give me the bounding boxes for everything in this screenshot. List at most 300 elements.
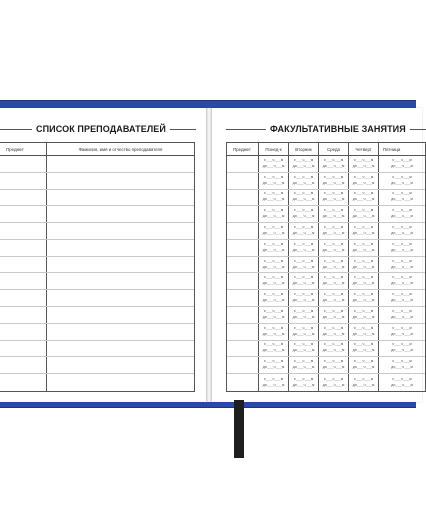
time-to-label: до___ч___м [292, 215, 315, 220]
time-from-label: с___ч___м [293, 309, 314, 314]
teacher-name-cell[interactable] [47, 273, 194, 289]
time-to-label: до___ч___м [391, 265, 413, 270]
table-row [227, 307, 425, 324]
table-row [0, 374, 194, 391]
time-to-label: до___ч___м [322, 265, 345, 270]
time-from-label: с___ч___м [353, 192, 374, 197]
subject-cell[interactable] [227, 357, 259, 373]
subject-cell[interactable] [227, 206, 259, 222]
tuesday-cell[interactable] [289, 190, 319, 206]
subject-cell[interactable] [0, 240, 47, 256]
time-to-label: до___ч___м [352, 366, 375, 371]
monday-cell[interactable] [259, 324, 289, 340]
time-to-label: до___ч___м [292, 164, 315, 169]
time-from-label: с___ч___м [263, 226, 284, 231]
teacher-name-cell[interactable] [47, 307, 194, 323]
time-to-label: до___ч___м [292, 232, 315, 237]
electives-table [226, 142, 426, 392]
time-from-label: с___ч___м [293, 259, 314, 264]
thursday-cell[interactable] [349, 240, 379, 256]
teachers-table [0, 142, 195, 392]
subject-cell[interactable] [0, 273, 47, 289]
time-to-label: до___ч___м [292, 299, 315, 304]
left-page-title: СПИСОК ПРЕПОДАВАТЕЛЕЙ [36, 124, 166, 134]
time-to-label: до___ч___м [322, 366, 345, 371]
wednesday-cell[interactable] [319, 290, 349, 306]
time-to-label: до___ч___м [391, 232, 413, 237]
time-from-label: с___ч___м [353, 276, 374, 281]
wednesday-cell[interactable] [319, 240, 349, 256]
time-from-label: с___ч___м [392, 192, 412, 197]
table-row [0, 223, 194, 240]
wednesday-cell[interactable] [319, 190, 349, 206]
time-to-label: до___ч___м [262, 299, 285, 304]
time-from-label: с___ч___м [263, 343, 284, 348]
time-to-label: до___ч___м [352, 282, 375, 287]
header-wednesday [319, 143, 349, 155]
friday-cell[interactable] [379, 190, 425, 206]
time-from-label: с___ч___м [353, 242, 374, 247]
time-to-label: до___ч___м [262, 332, 285, 337]
time-from-label: с___ч___м [392, 226, 412, 231]
time-to-label: до___ч___м [352, 181, 375, 186]
thursday-cell[interactable] [349, 341, 379, 357]
time-to-label: до___ч___м [262, 232, 285, 237]
subject-cell[interactable] [227, 273, 259, 289]
time-from-label: с___ч___м [323, 192, 344, 197]
wednesday-cell[interactable] [319, 374, 349, 391]
subject-cell[interactable] [227, 173, 259, 189]
subject-cell[interactable] [0, 173, 47, 189]
monday-cell[interactable] [259, 290, 289, 306]
tuesday-cell[interactable] [289, 307, 319, 323]
time-from-label: с___ч___м [263, 242, 284, 247]
table-row [227, 156, 425, 173]
time-to-label: до___ч___м [292, 332, 315, 337]
time-to-label: до___ч___м [391, 282, 413, 287]
header-friday [379, 143, 425, 155]
teacher-name-cell[interactable] [47, 341, 194, 357]
time-from-label: с___ч___м [293, 343, 314, 348]
table-row [227, 190, 425, 207]
time-to-label: до___ч___м [292, 366, 315, 371]
tuesday-cell[interactable] [289, 240, 319, 256]
time-from-label: с___ч___м [392, 343, 412, 348]
time-from-label: с___ч___м [323, 226, 344, 231]
time-to-label: до___ч___м [322, 164, 345, 169]
thursday-cell[interactable] [349, 290, 379, 306]
right-title-row [226, 122, 426, 136]
time-from-label: с___ч___м [263, 175, 284, 180]
time-from-label: с___ч___м [392, 276, 412, 281]
time-from-label: с___ч___м [323, 209, 344, 214]
monday-cell[interactable] [259, 190, 289, 206]
time-to-label: до___ч___м [391, 248, 413, 253]
monday-cell[interactable] [259, 307, 289, 323]
time-to-label: до___ч___м [292, 383, 315, 388]
time-to-label: до___ч___м [352, 232, 375, 237]
subject-cell[interactable] [0, 290, 47, 306]
table-row [227, 173, 425, 190]
subject-cell[interactable] [0, 257, 47, 273]
friday-cell[interactable] [379, 206, 425, 222]
time-from-label: с___ч___м [392, 360, 412, 365]
table-row [0, 156, 194, 173]
time-to-label: до___ч___м [292, 282, 315, 287]
friday-cell[interactable] [379, 290, 425, 306]
thursday-cell[interactable] [349, 156, 379, 172]
wednesday-cell[interactable] [319, 273, 349, 289]
time-to-label: до___ч___м [322, 181, 345, 186]
wednesday-cell[interactable] [319, 357, 349, 373]
time-to-label: до___ч___м [391, 349, 413, 354]
friday-cell[interactable] [379, 374, 425, 391]
teacher-name-cell[interactable] [47, 290, 194, 306]
time-to-label: до___ч___м [352, 215, 375, 220]
header-monday-label: Понед-к [265, 146, 282, 152]
time-to-label: до___ч___м [391, 383, 413, 388]
thursday-cell[interactable] [349, 324, 379, 340]
time-to-label: до___ч___м [352, 198, 375, 203]
header-wednesday-label: Среда [327, 146, 340, 152]
subject-cell[interactable] [227, 257, 259, 273]
tuesday-cell[interactable] [289, 374, 319, 391]
monday-cell[interactable] [259, 341, 289, 357]
right-page [212, 108, 422, 402]
thursday-cell[interactable] [349, 374, 379, 391]
table-row [227, 357, 425, 374]
time-to-label: до___ч___м [292, 349, 315, 354]
tuesday-cell[interactable] [289, 341, 319, 357]
time-to-label: до___ч___м [262, 265, 285, 270]
time-from-label: с___ч___м [323, 326, 344, 331]
teacher-name-cell[interactable] [47, 190, 194, 206]
table-row [0, 173, 194, 190]
time-from-label: с___ч___м [353, 259, 374, 264]
header-subject [227, 143, 259, 155]
time-from-label: с___ч___м [353, 158, 374, 163]
time-from-label: с___ч___м [392, 309, 412, 314]
table-row [0, 290, 194, 307]
wednesday-cell[interactable] [319, 156, 349, 172]
time-to-label: до___ч___м [322, 332, 345, 337]
teacher-name-cell[interactable] [47, 257, 194, 273]
time-from-label: с___ч___м [353, 175, 374, 180]
subject-cell[interactable] [227, 307, 259, 323]
time-from-label: с___ч___м [353, 377, 374, 382]
friday-cell[interactable] [379, 341, 425, 357]
time-from-label: с___ч___м [353, 360, 374, 365]
time-from-label: с___ч___м [293, 226, 314, 231]
time-to-label: до___ч___м [292, 315, 315, 320]
subject-cell[interactable] [227, 341, 259, 357]
header-thursday-label: Четверг [355, 146, 372, 152]
time-to-label: до___ч___м [352, 248, 375, 253]
time-from-label: с___ч___м [293, 242, 314, 247]
time-from-label: с___ч___м [263, 360, 284, 365]
subject-cell[interactable] [0, 324, 47, 340]
time-to-label: до___ч___м [262, 248, 285, 253]
time-to-label: до___ч___м [352, 349, 375, 354]
time-from-label: с___ч___м [293, 360, 314, 365]
table-row [227, 341, 425, 358]
friday-cell[interactable] [379, 173, 425, 189]
monday-cell[interactable] [259, 357, 289, 373]
monday-cell[interactable] [259, 374, 289, 391]
friday-cell[interactable] [379, 307, 425, 323]
time-to-label: до___ч___м [262, 164, 285, 169]
time-to-label: до___ч___м [322, 383, 345, 388]
time-to-label: до___ч___м [391, 332, 413, 337]
subject-cell[interactable] [227, 190, 259, 206]
header-tuesday-label: Вторник [295, 146, 312, 152]
electives-table-body [227, 156, 425, 391]
time-from-label: с___ч___м [323, 158, 344, 163]
time-from-label: с___ч___м [353, 293, 374, 298]
tuesday-cell[interactable] [289, 156, 319, 172]
thursday-cell[interactable] [349, 273, 379, 289]
monday-cell[interactable] [259, 273, 289, 289]
monday-cell[interactable] [259, 223, 289, 239]
time-from-label: с___ч___м [263, 309, 284, 314]
subject-cell[interactable] [227, 374, 259, 391]
time-from-label: с___ч___м [392, 326, 412, 331]
subject-cell[interactable] [227, 240, 259, 256]
time-to-label: до___ч___м [322, 215, 345, 220]
table-row [0, 190, 194, 207]
time-to-label: до___ч___м [391, 299, 413, 304]
wednesday-cell[interactable] [319, 257, 349, 273]
time-to-label: до___ч___м [352, 265, 375, 270]
monday-cell[interactable] [259, 240, 289, 256]
teacher-name-cell[interactable] [47, 206, 194, 222]
time-from-label: с___ч___м [263, 377, 284, 382]
thursday-cell[interactable] [349, 357, 379, 373]
subject-cell[interactable] [0, 307, 47, 323]
thursday-cell[interactable] [349, 173, 379, 189]
left-page [0, 108, 206, 402]
thursday-cell[interactable] [349, 190, 379, 206]
time-from-label: с___ч___м [323, 242, 344, 247]
thursday-cell[interactable] [349, 257, 379, 273]
teacher-name-cell[interactable] [47, 374, 194, 391]
subject-cell[interactable] [227, 156, 259, 172]
subject-cell[interactable] [0, 374, 47, 391]
teacher-name-cell[interactable] [47, 223, 194, 239]
thursday-cell[interactable] [349, 206, 379, 222]
time-from-label: с___ч___м [263, 209, 284, 214]
table-row [0, 240, 194, 257]
time-from-label: с___ч___м [392, 158, 412, 163]
time-from-label: с___ч___м [293, 276, 314, 281]
monday-cell[interactable] [259, 257, 289, 273]
time-from-label: с___ч___м [392, 175, 412, 180]
time-from-label: с___ч___м [323, 360, 344, 365]
subject-cell[interactable] [0, 156, 47, 172]
time-to-label: до___ч___м [391, 198, 413, 203]
time-from-label: с___ч___м [323, 377, 344, 382]
time-from-label: с___ч___м [323, 309, 344, 314]
tuesday-cell[interactable] [289, 206, 319, 222]
time-from-label: с___ч___м [353, 226, 374, 231]
subject-cell[interactable] [227, 324, 259, 340]
time-from-label: с___ч___м [293, 326, 314, 331]
subject-cell[interactable] [0, 223, 47, 239]
tuesday-cell[interactable] [289, 273, 319, 289]
wednesday-cell[interactable] [319, 324, 349, 340]
monday-cell[interactable] [259, 156, 289, 172]
time-from-label: с___ч___м [323, 343, 344, 348]
subject-cell[interactable] [0, 206, 47, 222]
thursday-cell[interactable] [349, 307, 379, 323]
time-from-label: с___ч___м [293, 175, 314, 180]
time-to-label: до___ч___м [322, 282, 345, 287]
tuesday-cell[interactable] [289, 324, 319, 340]
monday-cell[interactable] [259, 206, 289, 222]
header-friday-label: Пятница [383, 146, 401, 152]
time-to-label: до___ч___м [391, 315, 413, 320]
teacher-name-cell[interactable] [47, 240, 194, 256]
time-to-label: до___ч___м [352, 332, 375, 337]
time-from-label: с___ч___м [392, 293, 412, 298]
friday-cell[interactable] [379, 223, 425, 239]
subject-cell[interactable] [0, 341, 47, 357]
time-from-label: с___ч___м [392, 377, 412, 382]
time-from-label: с___ч___м [293, 209, 314, 214]
left-title-row [0, 122, 196, 136]
time-to-label: до___ч___м [322, 315, 345, 320]
time-to-label: до___ч___м [262, 215, 285, 220]
table-row [227, 206, 425, 223]
tuesday-cell[interactable] [289, 357, 319, 373]
time-to-label: до___ч___м [262, 181, 285, 186]
time-from-label: с___ч___м [323, 259, 344, 264]
header-teacher-name [47, 143, 194, 155]
time-from-label: с___ч___м [293, 377, 314, 382]
header-subject-label: Предмет [233, 146, 251, 152]
time-to-label: до___ч___м [262, 282, 285, 287]
time-to-label: до___ч___м [391, 366, 413, 371]
teacher-name-cell[interactable] [47, 156, 194, 172]
table-row [227, 223, 425, 240]
table-row [0, 257, 194, 274]
teacher-name-cell[interactable] [47, 324, 194, 340]
friday-cell[interactable] [379, 257, 425, 273]
teachers-table-body [0, 156, 194, 391]
time-to-label: до___ч___м [262, 366, 285, 371]
subject-cell[interactable] [227, 223, 259, 239]
time-to-label: до___ч___м [292, 181, 315, 186]
header-subject-label: Предмет [6, 146, 24, 152]
friday-cell[interactable] [379, 273, 425, 289]
header-monday [259, 143, 289, 155]
time-to-label: до___ч___м [391, 164, 413, 169]
title-divider [170, 129, 196, 130]
table-row [0, 307, 194, 324]
time-from-label: с___ч___м [323, 175, 344, 180]
wednesday-cell[interactable] [319, 173, 349, 189]
wednesday-cell[interactable] [319, 341, 349, 357]
time-from-label: с___ч___м [263, 276, 284, 281]
time-from-label: с___ч___м [392, 242, 412, 247]
table-row [0, 357, 194, 374]
teacher-name-cell[interactable] [47, 173, 194, 189]
time-to-label: до___ч___м [262, 198, 285, 203]
friday-cell[interactable] [379, 357, 425, 373]
time-to-label: до___ч___м [352, 164, 375, 169]
time-to-label: до___ч___м [352, 383, 375, 388]
wednesday-cell[interactable] [319, 223, 349, 239]
electives-table-header [227, 143, 425, 156]
time-from-label: с___ч___м [263, 326, 284, 331]
time-from-label: с___ч___м [293, 293, 314, 298]
tuesday-cell[interactable] [289, 223, 319, 239]
tuesday-cell[interactable] [289, 290, 319, 306]
wednesday-cell[interactable] [319, 307, 349, 323]
time-from-label: с___ч___м [392, 209, 412, 214]
time-from-label: с___ч___м [353, 309, 374, 314]
time-from-label: с___ч___м [323, 293, 344, 298]
time-from-label: с___ч___м [353, 326, 374, 331]
table-row [227, 240, 425, 257]
time-to-label: до___ч___м [322, 248, 345, 253]
table-row [0, 206, 194, 223]
table-row [0, 341, 194, 358]
header-thursday [349, 143, 379, 155]
subject-cell[interactable] [227, 290, 259, 306]
subject-cell[interactable] [0, 357, 47, 373]
time-to-label: до___ч___м [391, 181, 413, 186]
table-row [227, 324, 425, 341]
thursday-cell[interactable] [349, 223, 379, 239]
right-page-title: ФАКУЛЬТАТИВНЫЕ ЗАНЯТИЯ [270, 124, 406, 134]
header-subject [0, 143, 47, 155]
time-to-label: до___ч___м [292, 265, 315, 270]
table-row [227, 273, 425, 290]
subject-cell[interactable] [0, 190, 47, 206]
time-from-label: с___ч___м [263, 192, 284, 197]
title-divider [0, 129, 32, 130]
time-to-label: до___ч___м [352, 299, 375, 304]
time-from-label: с___ч___м [263, 259, 284, 264]
time-to-label: до___ч___м [292, 248, 315, 253]
table-row [0, 324, 194, 341]
tuesday-cell[interactable] [289, 173, 319, 189]
friday-cell[interactable] [379, 156, 425, 172]
monday-cell[interactable] [259, 173, 289, 189]
teachers-table-header [0, 143, 194, 156]
time-to-label: до___ч___м [322, 299, 345, 304]
title-divider [226, 129, 266, 130]
table-row [0, 273, 194, 290]
time-from-label: с___ч___м [293, 158, 314, 163]
title-divider [410, 129, 426, 130]
teacher-name-cell[interactable] [47, 357, 194, 373]
friday-cell[interactable] [379, 240, 425, 256]
table-row [227, 290, 425, 307]
time-from-label: с___ч___м [392, 259, 412, 264]
table-row [227, 257, 425, 274]
header-tuesday [289, 143, 319, 155]
friday-cell[interactable] [379, 324, 425, 340]
time-from-label: с___ч___м [353, 209, 374, 214]
tuesday-cell[interactable] [289, 257, 319, 273]
time-from-label: с___ч___м [323, 276, 344, 281]
time-to-label: до___ч___м [322, 232, 345, 237]
time-to-label: до___ч___м [262, 383, 285, 388]
time-to-label: до___ч___м [262, 315, 285, 320]
wednesday-cell[interactable] [319, 206, 349, 222]
